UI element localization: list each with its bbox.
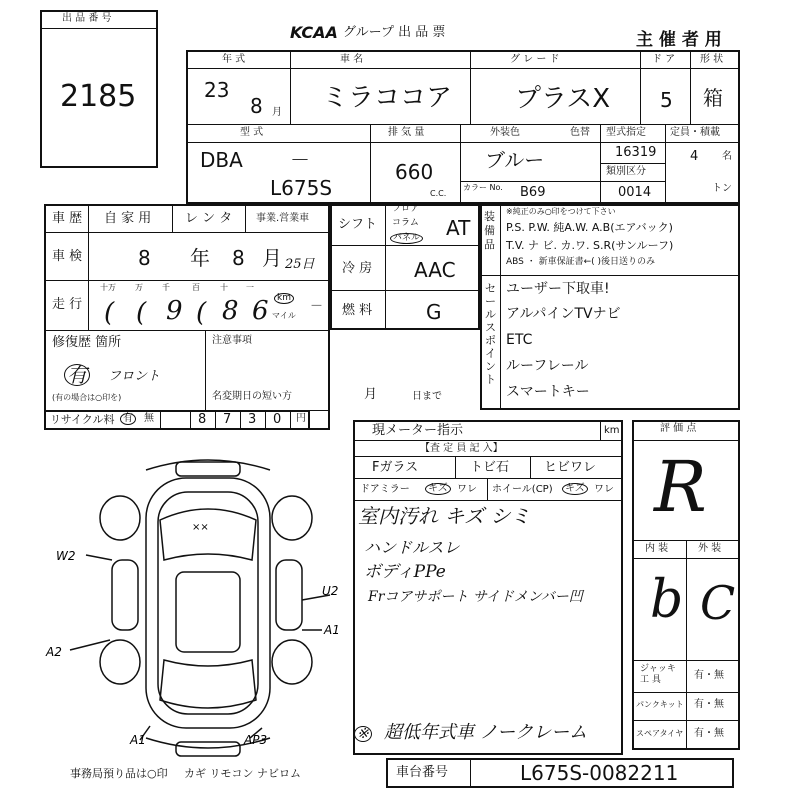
displacement-label: 排 気 量: [388, 127, 425, 138]
chassis-number-value: L675S-0082211: [520, 761, 679, 785]
ac-label: 冷 房: [342, 261, 373, 276]
shape-value: 箱: [703, 86, 723, 110]
mileage-digit: 6: [252, 296, 269, 326]
mileage-digit: (: [136, 298, 147, 328]
sales-points-label: セールスポイント: [485, 282, 496, 386]
month-value: 8: [250, 94, 263, 118]
grade-score-label: 評 価 点: [660, 423, 697, 434]
model-type-prefix: DBA: [200, 148, 243, 172]
lot-number-label: 出 品 番 号: [62, 13, 112, 24]
shift-label: シフト: [338, 217, 378, 232]
mileage-digit: (: [104, 298, 115, 328]
fuel-value: G: [426, 300, 442, 324]
spare-tire-label: スペアタイヤ: [636, 729, 684, 738]
chassis-number-label: 車台番号: [396, 765, 449, 780]
jack-tools-label: ジャッキ 工 具: [640, 664, 676, 685]
recycle-label: リサイクル料: [50, 413, 115, 426]
sales-point: ETC: [506, 332, 533, 348]
inspection-note: ハンドルスレ: [364, 538, 460, 557]
inspection-note: 超低年式車 ノークレーム: [384, 722, 588, 743]
capacity-label: 定員・積載: [670, 127, 720, 138]
history-own-use: 自 家 用: [104, 211, 152, 226]
sales-point: ユーザー下取車!: [506, 281, 610, 297]
mile-unit: マイル: [272, 311, 296, 320]
interior-grade: b: [650, 570, 684, 630]
damage-mark-bottom-left: A1: [130, 733, 146, 747]
inspection-day: 25日: [285, 257, 315, 272]
spare-tire-value: 有・無: [694, 728, 724, 739]
model-type-label: 型 式: [240, 127, 264, 138]
km-unit: km: [274, 293, 294, 304]
sales-point: アルパインTVナビ: [506, 306, 621, 322]
car-name-value: ミラココア: [322, 83, 453, 113]
damage-mark-left-low: A2: [46, 645, 62, 659]
inspection-note: ボディPPe: [364, 562, 446, 582]
exterior-color-value: ブルー: [485, 148, 545, 172]
damage-mark-right: A1: [324, 623, 340, 637]
sales-point: ルーフレール: [506, 358, 589, 374]
year-value: 23: [204, 78, 230, 102]
equipment-line-3: ABS ・ 新車保証書←( )後日送りのみ: [506, 257, 656, 267]
inspection-note: Frコアサポート サイドメンバー凹: [368, 589, 583, 605]
interior-grade-label: 内 装: [645, 543, 669, 554]
grade-value: プラスX: [515, 84, 611, 114]
exterior-color-label: 外装色: [490, 127, 520, 138]
category-label: 類別区分: [606, 166, 646, 177]
history-label: 車 歴: [52, 211, 83, 226]
equipment-label: 装 備 品: [484, 210, 495, 251]
color-code: B69: [520, 185, 546, 200]
notes-label: 注意事項: [212, 335, 252, 346]
form-title: グループ 出 品 票: [343, 25, 446, 40]
history-business: 事業.営業車: [256, 213, 310, 224]
inspection-note: 室内汚れ キズ シミ: [358, 504, 531, 528]
puncture-kit-value: 有・無: [694, 699, 724, 710]
inspection-label: 車 検: [52, 249, 83, 264]
mileage-digit: (: [196, 298, 207, 328]
repair-history-value: 有: [64, 364, 90, 386]
inspection-year: 8: [138, 246, 151, 270]
inspection-month: 8: [232, 246, 245, 270]
repair-note: (有の場合は○印を): [52, 393, 122, 402]
mileage-digit: 9: [166, 296, 183, 326]
shift-value: AT: [446, 216, 471, 240]
mileage-label: 走 行: [52, 297, 83, 312]
office-items: カギ リモコン ナビロム: [184, 767, 301, 780]
damage-mark-right-upper: U2: [322, 584, 339, 598]
damage-mark-left: W2: [56, 549, 76, 563]
exterior-grade: C: [700, 576, 736, 630]
recolor-label: 色替: [570, 127, 590, 138]
category-value: 0014: [618, 185, 652, 200]
recycle-digit: 0: [273, 412, 282, 427]
damage-mark-bottom-right: AP3: [244, 733, 268, 747]
car-name-label: 車 名: [340, 54, 364, 65]
meter-label: 現メーター指示: [372, 423, 464, 438]
model-designation-value: 16319: [615, 145, 657, 160]
equipment-note: ※純正のみ○印をつけて下さい: [506, 207, 616, 216]
recycle-digit: 3: [248, 412, 257, 427]
year-label: 年 式: [222, 54, 246, 65]
exterior-grade-label: 外 装: [698, 543, 722, 554]
mileage-digit: 8: [222, 296, 239, 326]
recycle-digit: 7: [223, 412, 232, 427]
grade-label: グ レ ー ド: [510, 54, 560, 65]
copy-type: 主 催 者 用: [636, 30, 722, 50]
recycle-digit: 8: [198, 412, 207, 427]
displacement-value: 660: [395, 160, 434, 184]
ac-value: AAC: [414, 258, 456, 282]
overall-grade: R: [654, 446, 707, 528]
shape-label: 形 状: [700, 54, 724, 65]
equipment-line-2: T.V. ナ ビ. カ.ワ. S.R(サンルーフ): [506, 239, 674, 252]
brand-logo: KCAA: [290, 23, 338, 42]
jack-tools-value: 有・無: [694, 670, 724, 681]
office-items-label: 事務局預り品は○印: [70, 767, 168, 780]
history-rental: レ ン タ: [185, 211, 233, 226]
repair-history-label: 修復歴 箇所: [52, 335, 122, 350]
sales-point: スマートキー: [506, 384, 590, 400]
repair-location: フロント: [108, 369, 161, 384]
equipment-line-1: P.S. P.W. 純A.W. A.B(エアバック): [506, 221, 673, 234]
capacity-value: 4: [690, 149, 699, 164]
damage-mark-roof: ××: [192, 522, 209, 533]
doors-label: ド ア: [652, 54, 676, 65]
name-change-label: 名変期日の短い方: [212, 391, 292, 402]
model-designation-label: 型式指定: [606, 127, 646, 138]
puncture-kit-label: パンクキット: [636, 700, 684, 709]
checker-label: 【査 定 員 記 入】: [420, 443, 503, 454]
lot-number-value: 2185: [60, 79, 137, 114]
doors-value: 5: [660, 88, 673, 112]
model-type-code: L675S: [270, 176, 333, 200]
fuel-label: 燃 料: [342, 303, 373, 318]
